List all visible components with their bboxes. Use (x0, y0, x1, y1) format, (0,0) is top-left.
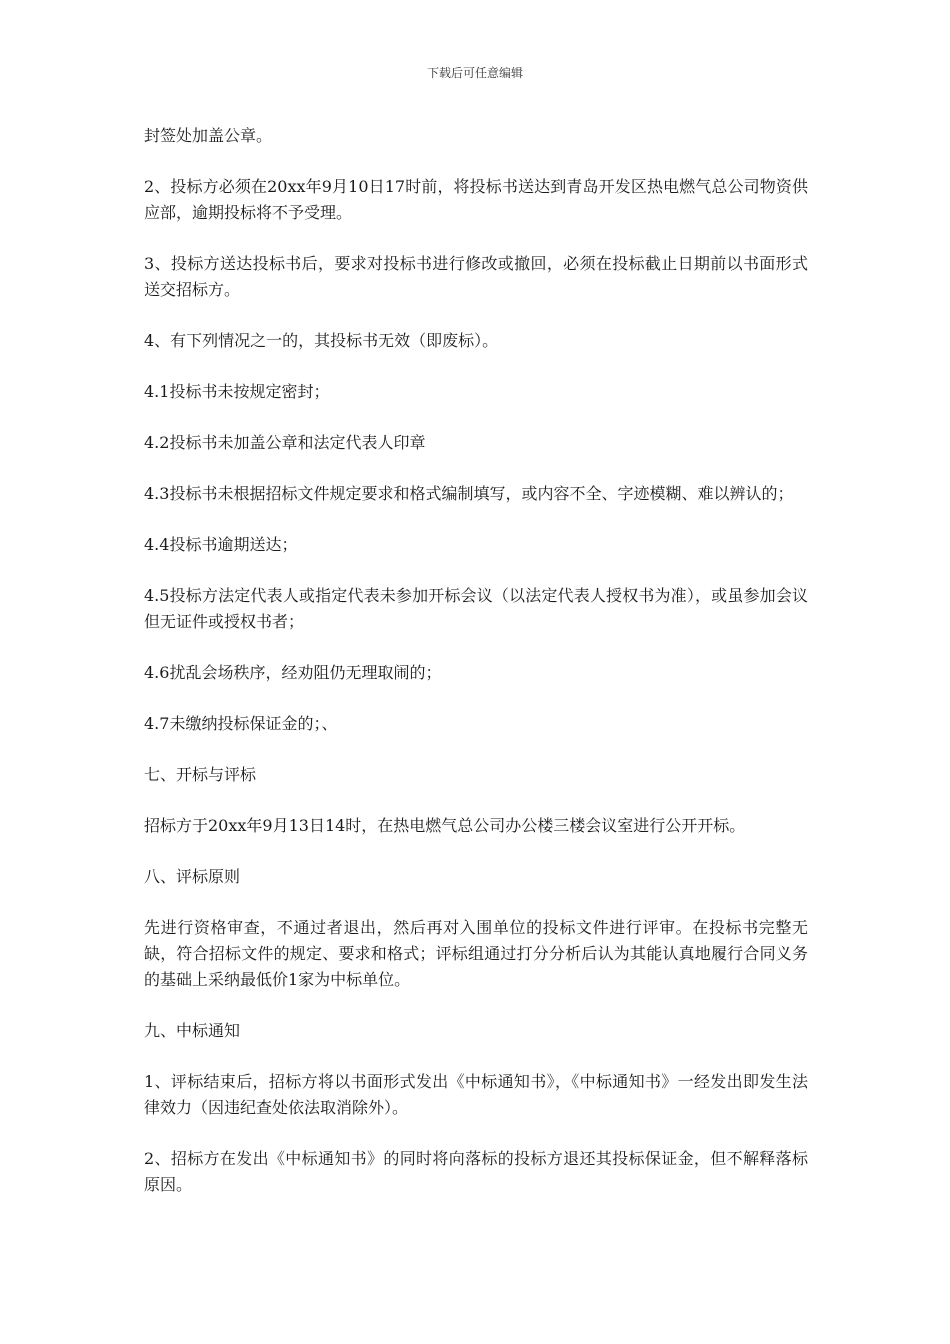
section-heading-9: 九、中标通知 (144, 1021, 241, 1040)
paragraph-evaluation-principle: 先进行资格审查，不通过者退出，然后再对入围单位的投标文件进行评审。在投标书完整无缺，符合招标文件的规定、要求和格式；评标组通过打分分析后认为其能认真地履行合同义务的基础上采纳最低价1家为中标单位。 (144, 918, 808, 989)
list-item-4-3: 4.3投标书未根据招标文件规定要求和格式编制填写，或内容不全、字迹模糊、难以辨认的； (144, 484, 794, 503)
paragraph-bid-opening: 招标方于20xx年9月13日14时，在热电燃气总公司办公楼三楼会议室进行公开开标。 (144, 816, 746, 835)
paragraph-modification: 3、投标方送达投标书后，要求对投标书进行修改或撤回，必须在投标截止日期前以书面形式送交招标方。 (144, 254, 808, 299)
paragraph-deadline: 2、投标方必须在20xx年9月10日17时前，将投标书送达到青岛开发区热电燃气总公司物资供应部，逾期投标将不予受理。 (144, 177, 808, 222)
document-body (144, 123, 808, 1223)
list-item-4-7: 4.7未缴纳投标保证金的；、 (144, 714, 338, 733)
paragraph-invalid-conditions: 4、有下列情况之一的，其投标书无效（即废标）。 (144, 331, 499, 350)
list-item-4-4: 4.4投标书逾期送达； (144, 535, 298, 554)
list-item-4-5: 4.5投标方法定代表人或指定代表未参加开标会议（以法定代表人授权书为准），或虽参加会议但无证件或授权书者； (144, 586, 808, 631)
paragraph-deposit-refund: 2、招标方在发出《中标通知书》的同时将向落标的投标方退还其投标保证金，但不解释落标原因。 (144, 1149, 808, 1194)
list-item-4-2: 4.2投标书未加盖公章和法定代表人印章 (144, 433, 426, 452)
page-header: 下载后可任意编辑 (426, 66, 523, 80)
list-item-4-1: 4.1投标书未按规定密封； (144, 382, 330, 401)
paragraph-award-notice: 1、评标结束后，招标方将以书面形式发出《中标通知书》，《中标通知书》一经发出即发生法律效力（因违纪查处依法取消除外）。 (144, 1072, 808, 1117)
section-heading-8: 八、评标原则 (144, 867, 241, 886)
list-item-4-6: 4.6扰乱会场秩序，经劝阻仍无理取闹的； (144, 663, 442, 682)
section-heading-7: 七、开标与评标 (144, 765, 257, 784)
paragraph-seal-note: 封签处加盖公章。 (144, 126, 273, 145)
